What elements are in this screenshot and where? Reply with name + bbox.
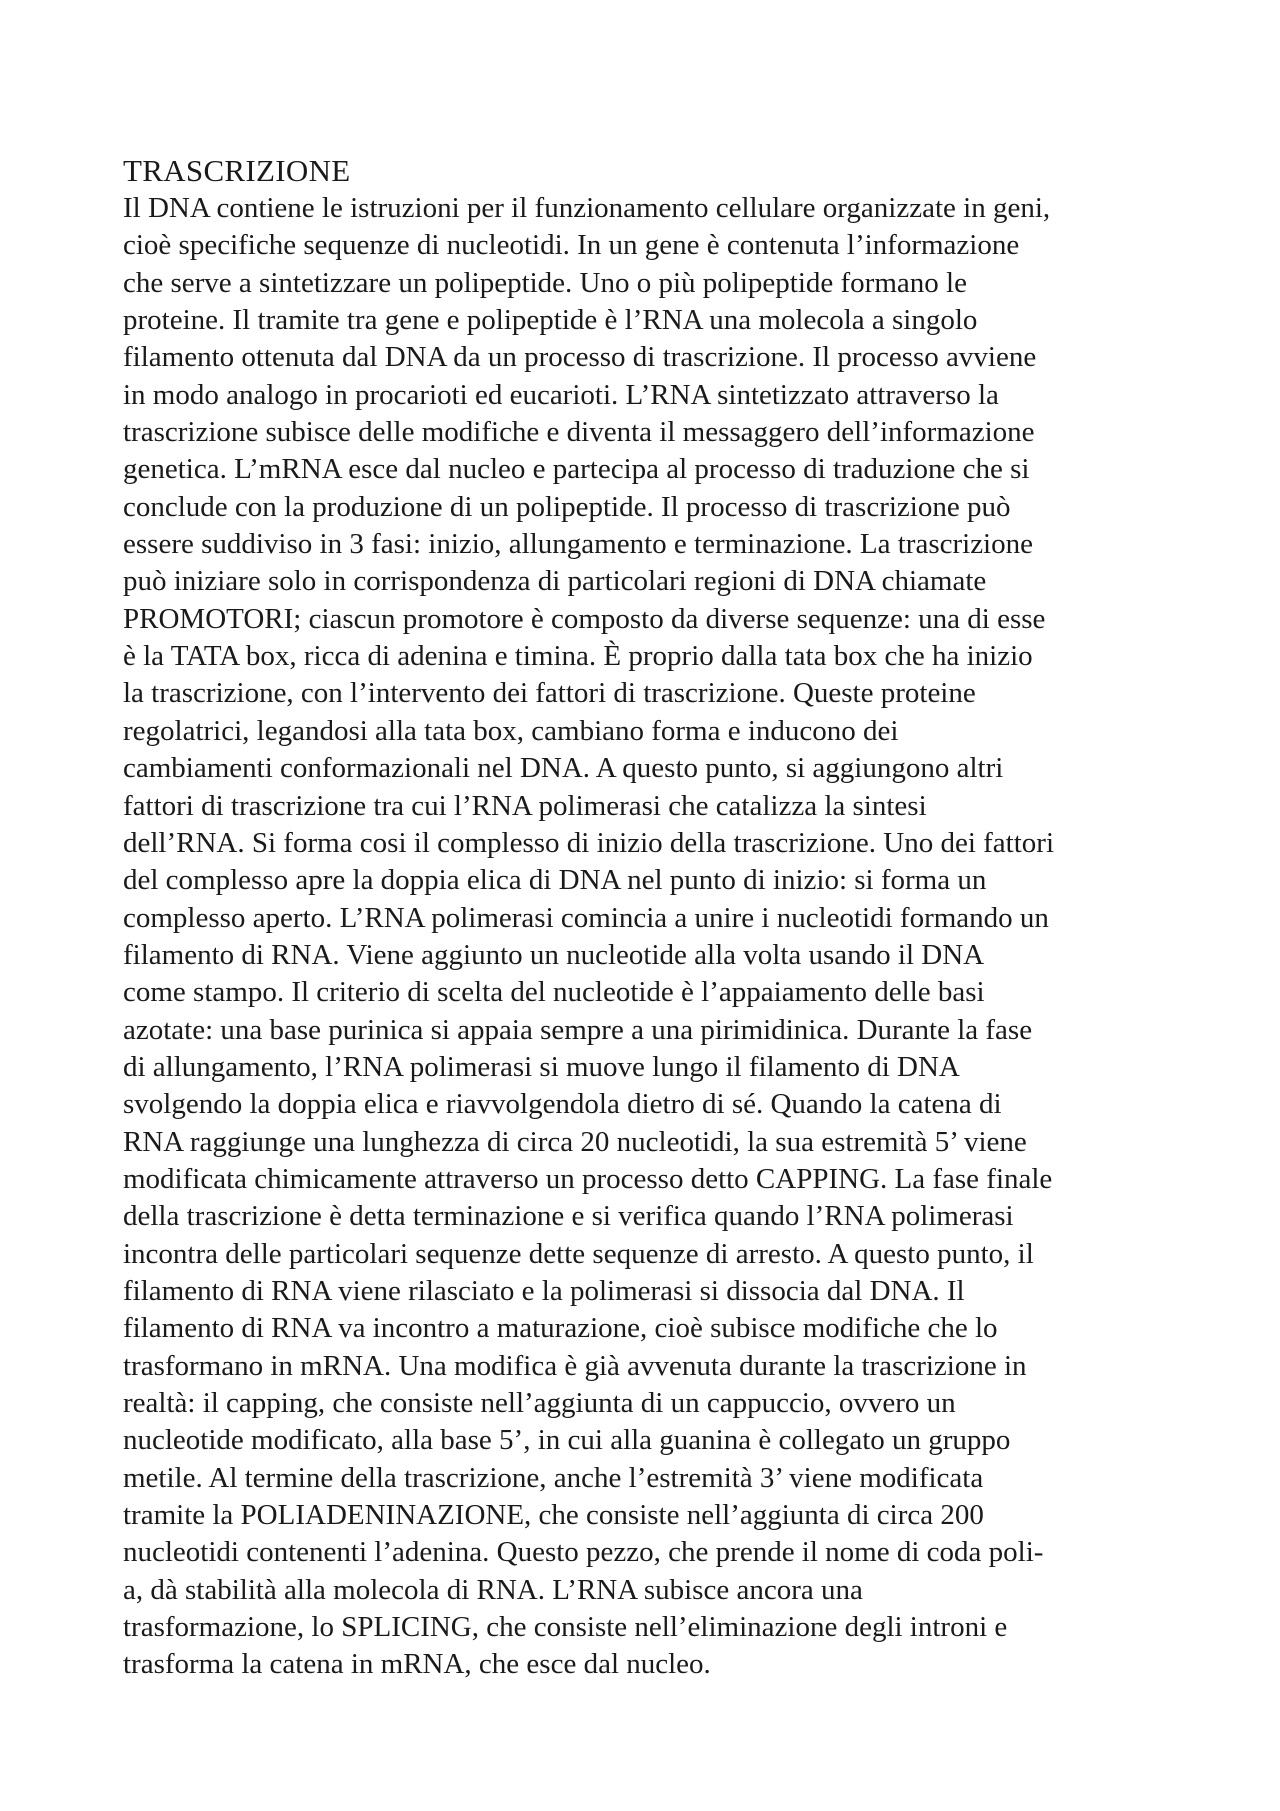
text-line: dell’RNA. Si forma cosi il complesso di inizio della trascrizione. Uno dei fattori bbox=[123, 826, 1055, 859]
text-line: nucleotidi contenenti l’adenina. Questo pezzo, che prende il nome di coda poli- bbox=[123, 1536, 1044, 1569]
text-line: essere suddiviso in 3 fasi: inizio, allungamento e terminazione. La trascrizione bbox=[123, 528, 1033, 561]
text-line: realtà: il capping, che consiste nell’aggiunta di un cappuccio, ovvero un bbox=[123, 1387, 956, 1419]
text-line: trascrizione subisce delle modifiche e diventa il messaggero dell’informazione bbox=[123, 416, 1035, 449]
text-line: è la TATA box, ricca di adenina e timina. È proprio dalla tata box che ha inizio bbox=[123, 640, 1033, 673]
text-line: regolatrici, legandosi alla tata box, cambiano forma e inducono dei bbox=[123, 714, 899, 747]
text-line: trasformazione, lo SPLICING, che consiste nell’eliminazione degli introni e bbox=[123, 1611, 1008, 1644]
text-line: filamento di RNA. Viene aggiunto un nucleotide alla volta usando il DNA bbox=[123, 938, 985, 971]
text-line: conclude con la produzione di un polipeptide. Il processo di trascrizione può bbox=[123, 490, 1011, 523]
text-line: che serve a sintetizzare un polipeptide. Uno o più polipeptide formano le bbox=[123, 266, 967, 299]
text-line: la trascrizione, con l’intervento dei fattori di trascrizione. Queste proteine bbox=[123, 677, 976, 710]
text-line: in modo analogo in procarioti ed eucarioti. L’RNA sintetizzato attraverso la bbox=[123, 378, 999, 411]
text-line: filamento di RNA viene rilasciato e la polimerasi si dissocia dal DNA. Il bbox=[123, 1274, 965, 1307]
document-content bbox=[123, 152, 1183, 1684]
text-line: metile. Al termine della trascrizione, anche l’estremità 3’ viene modificata bbox=[123, 1461, 984, 1494]
text-line: può iniziare solo in corrispondenza di particolari regioni di DNA chiamate bbox=[123, 565, 987, 598]
text-line: fattori di trascrizione tra cui l’RNA polimerasi che catalizza la sintesi bbox=[123, 789, 927, 822]
text-line: come stampo. Il criterio di scelta del nucleotide è l’appaiamento delle basi bbox=[123, 976, 985, 1009]
body-paragraph bbox=[123, 190, 1183, 1684]
text-line: complesso aperto. L’RNA polimerasi comincia a unire i nucleotidi formando un bbox=[123, 901, 1049, 934]
text-line: PROMOTORI; ciascun promotore è composto da diverse sequenze: una di esse bbox=[123, 602, 1046, 635]
text-line: Il DNA contiene le istruzioni per il funzionamento cellulare organizzate in geni, bbox=[123, 192, 1051, 224]
text-line: trasforma la catena in mRNA, che esce dal nucleo. bbox=[123, 1648, 711, 1681]
text-line: a, dà stabilità alla molecola di RNA. L’RNA subisce ancora una bbox=[123, 1573, 863, 1606]
text-line: RNA raggiunge una lunghezza di circa 20 nucleotidi, la sua estremità 5’ viene bbox=[123, 1125, 1027, 1158]
text-line: della trascrizione è detta terminazione e si verifica quando l’RNA polimerasi bbox=[123, 1200, 1014, 1233]
text-line: di allungamento, l’RNA polimerasi si muove lungo il filamento di DNA bbox=[123, 1050, 960, 1083]
text-line: modificata chimicamente attraverso un processo detto CAPPING. La fase finale bbox=[123, 1162, 1053, 1195]
text-line: nucleotide modificato, alla base 5’, in cui alla guanina è collegato un gruppo bbox=[123, 1424, 1011, 1457]
text-line: filamento ottenuta dal DNA da un processo di trascrizione. Il processo avviene bbox=[123, 341, 1037, 374]
text-line: tramite la POLIADENINAZIONE, che consiste nell’aggiunta di circa 200 bbox=[123, 1499, 984, 1532]
text-line: svolgendo la doppia elica e riavvolgendola dietro di sé. Quando la catena di bbox=[123, 1088, 1002, 1121]
text-line: genetica. L’mRNA esce dal nucleo e partecipa al processo di traduzione che si bbox=[123, 453, 1030, 486]
text-line: cioè specifiche sequenze di nucleotidi. In un gene è contenuta l’informazione bbox=[123, 229, 1020, 262]
text-line: incontra delle particolari sequenze dette sequenze di arresto. A questo punto, il bbox=[123, 1237, 1034, 1270]
text-line: trasformano in mRNA. Una modifica è già avvenuta durante la trascrizione in bbox=[123, 1349, 1027, 1382]
text-line: proteine. Il tramite tra gene e polipeptide è l’RNA una molecola a singolo bbox=[123, 304, 978, 337]
text-line: azotate: una base purinica si appaia sempre a una pirimidinica. Durante la fase bbox=[123, 1013, 1033, 1046]
text-line: del complesso apre la doppia elica di DNA nel punto di inizio: si forma un bbox=[123, 864, 987, 897]
text-line: filamento di RNA va incontro a maturazione, cioè subisce modifiche che lo bbox=[123, 1312, 998, 1345]
document-title: TRASCRIZIONE bbox=[123, 153, 351, 188]
text-line: cambiamenti conformazionali nel DNA. A questo punto, si aggiungono altri bbox=[123, 752, 1004, 785]
